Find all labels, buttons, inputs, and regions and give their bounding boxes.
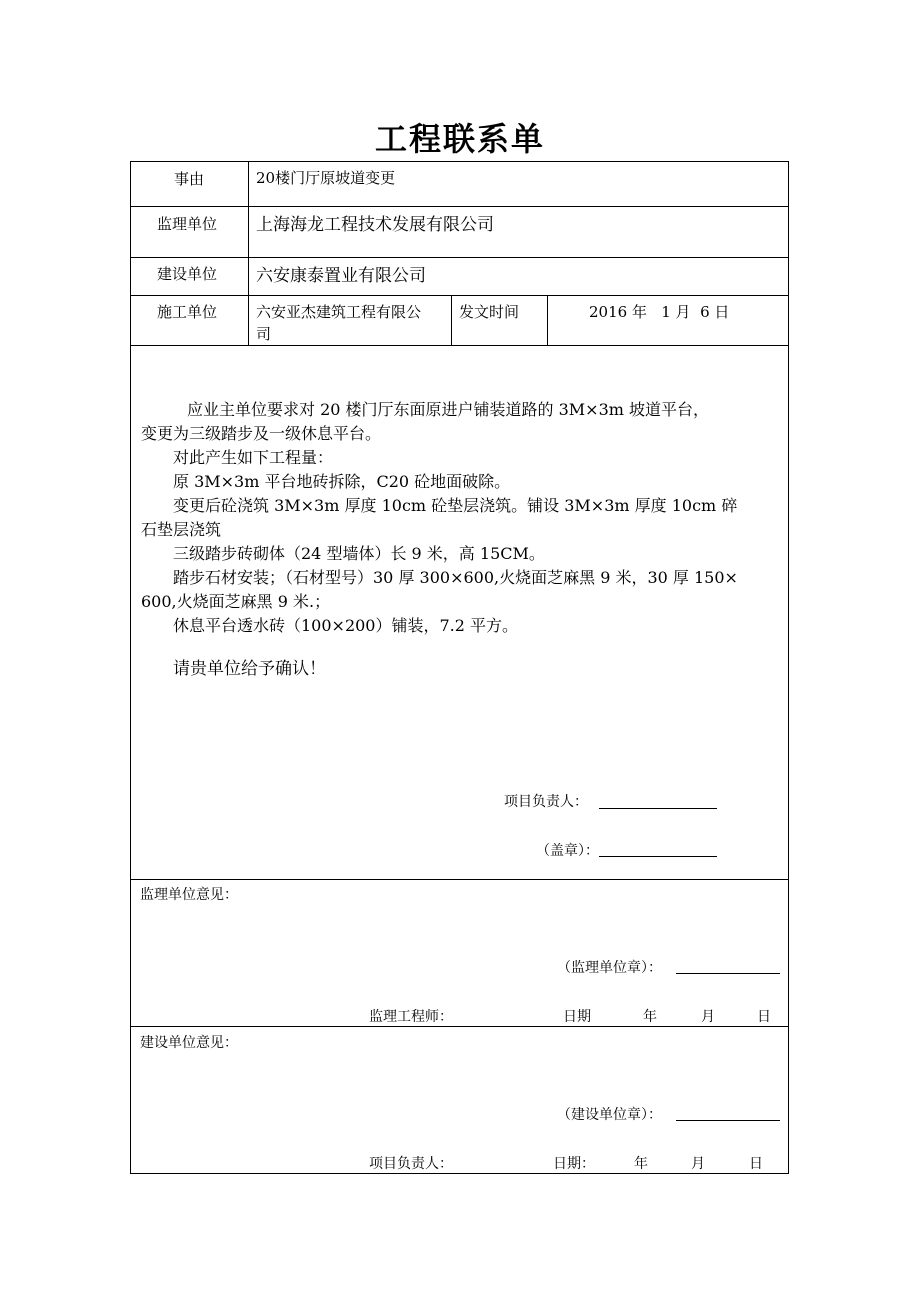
month-label: 月 bbox=[701, 1009, 715, 1025]
owner-date-label: 日期： bbox=[553, 1156, 595, 1172]
form-title: 工程联系单 bbox=[374, 120, 545, 158]
content-paragraph: 变更后砼浇筑 3M×3m 厚度 10cm 砼垫层浇筑。铺设 3M×3m 厚度 10cm 碎 bbox=[173, 496, 738, 515]
owner-value: 六安康泰置业有限公司 bbox=[256, 266, 426, 286]
year-label: 年 bbox=[643, 1009, 657, 1025]
date-label: 日期 bbox=[563, 1009, 591, 1025]
issue-date-label: 发文时间 bbox=[459, 303, 520, 321]
contact-form-table bbox=[130, 161, 789, 1174]
column-divider bbox=[248, 162, 249, 345]
matter-value: 20楼门厅原坡道变更 bbox=[256, 169, 396, 187]
supervisor-opinion-label: 监理单位意见： bbox=[140, 887, 238, 903]
contractor-value-line2: 司 bbox=[256, 325, 272, 343]
row-divider bbox=[131, 345, 788, 346]
owner-label: 建设单位 bbox=[157, 265, 218, 283]
supervisor-value: 上海海龙工程技术发展有限公司 bbox=[256, 215, 494, 235]
content-paragraph: 对此产生如下工程量： bbox=[173, 448, 334, 467]
owner-month-label: 月 bbox=[691, 1156, 705, 1172]
supervisor-label: 监理单位 bbox=[157, 215, 218, 233]
seal-label: （盖章）： bbox=[536, 843, 599, 859]
content-paragraph: 变更为三级踏步及一级休息平台。 bbox=[141, 424, 382, 443]
owner-manager-label: 项目负责人： bbox=[369, 1156, 453, 1172]
content-paragraph: 石垫层浇筑 bbox=[141, 520, 222, 539]
supervisor-seal-label: （监理单位章）： bbox=[557, 960, 662, 976]
content-paragraph: 应业主单位要求对 20 楼门厅东面原进户铺装道路的 3M×3m 坡道平台， bbox=[187, 400, 710, 419]
seal-signature-line bbox=[599, 856, 717, 857]
owner-seal-line bbox=[676, 1120, 780, 1121]
row-divider bbox=[131, 1026, 788, 1027]
confirm-request: 请贵单位给予确认！ bbox=[173, 659, 326, 679]
engineer-label: 监理工程师： bbox=[369, 1009, 453, 1025]
row-divider bbox=[131, 295, 788, 296]
row-divider bbox=[131, 206, 788, 207]
content-paragraph: 原 3M×3m 平台地砖拆除，C20 砼地面破除。 bbox=[173, 472, 511, 491]
row-divider bbox=[131, 879, 788, 880]
manager-signature-line bbox=[599, 808, 717, 809]
owner-day-label: 日 bbox=[749, 1156, 763, 1172]
column-divider bbox=[547, 295, 548, 345]
content-paragraph: 休息平台透水砖（100×200）铺装，7.2 平方。 bbox=[173, 616, 519, 635]
manager-label: 项目负责人： bbox=[504, 794, 588, 810]
content-paragraph: 600,火烧面芝麻黑 9 米.； bbox=[141, 592, 331, 611]
owner-opinion-label: 建设单位意见： bbox=[140, 1035, 238, 1051]
content-paragraph: 踏步石材安装；（石材型号）30 厚 300×600,火烧面芝麻黑 9 米，30 厚 150× bbox=[173, 568, 738, 587]
contractor-label: 施工单位 bbox=[157, 303, 218, 321]
row-divider bbox=[131, 257, 788, 258]
issue-date-value: 2016 年 1 月 6 日 bbox=[589, 303, 730, 321]
owner-seal-label: （建设单位章）： bbox=[557, 1107, 662, 1123]
owner-year-label: 年 bbox=[634, 1156, 648, 1172]
matter-label: 事由 bbox=[174, 170, 205, 188]
content-paragraph: 三级踏步砖砌体（24 型墙体）长 9 米，高 15CM。 bbox=[173, 544, 545, 563]
day-label: 日 bbox=[757, 1009, 771, 1025]
supervisor-seal-line bbox=[676, 973, 780, 974]
column-divider bbox=[451, 295, 452, 345]
contractor-value-line1: 六安亚杰建筑工程有限公 bbox=[256, 303, 422, 321]
